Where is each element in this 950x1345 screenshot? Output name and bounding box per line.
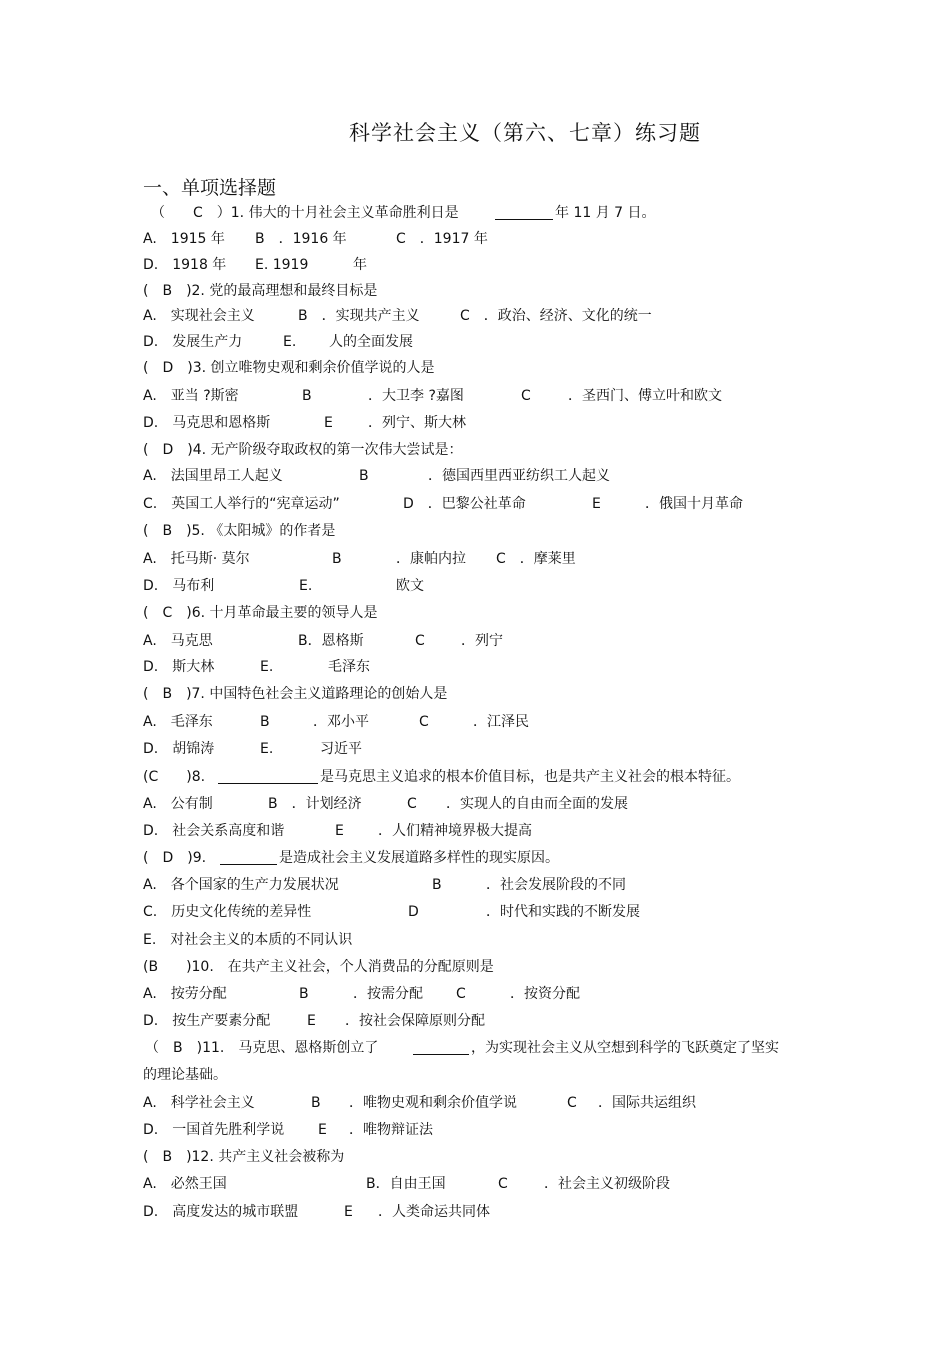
question-text: ．列宁、斯大林 xyxy=(368,415,466,431)
question-text: ( D )3. 创立唯物史观和剩余价值学说的人是 xyxy=(143,360,435,376)
question-text: D. 社会关系高度和谐 xyxy=(143,823,285,839)
question-text: 年 xyxy=(353,257,367,273)
question-text: (C )8. xyxy=(143,769,206,785)
question-text: C xyxy=(419,714,429,730)
question-text: E xyxy=(318,1122,327,1138)
question-text: ( D )4. 无产阶级夺取政权的第一次伟大尝试是： xyxy=(143,442,463,458)
question-text: A. 法国里昂工人起义 xyxy=(143,468,283,484)
question-text: ．国际共运组织 xyxy=(598,1095,696,1111)
question-text: ( B )12. 共产主义社会被称为 xyxy=(143,1149,345,1165)
question-text: C. 历史文化传统的差异性 xyxy=(143,904,312,920)
question-text: ．实现人的自由而全面的发展 xyxy=(446,796,628,812)
question-text: C ．摩莱里 xyxy=(496,551,576,567)
question-text: ．德国西里西亚纺织工人起义 xyxy=(428,468,610,484)
question-text: ．大卫李 ?嘉图 xyxy=(368,388,464,404)
question-text: A. 实现社会主义 xyxy=(143,308,255,324)
question-text: ．按需分配 xyxy=(353,986,423,1002)
question-text: B xyxy=(299,986,309,1002)
question-text: ( C )6. 十月革命最主要的领导人是 xyxy=(143,605,378,621)
question-text: 的理论基础。 xyxy=(143,1067,227,1083)
question-text: ．唯物辩证法 xyxy=(349,1122,433,1138)
question-text: B ．实现共产主义 xyxy=(298,308,420,324)
question-text: ．圣西门、傅立叶和欧文 xyxy=(568,388,722,404)
question-text: E xyxy=(307,1013,316,1029)
question-text: ，为实现社会主义从空想到科学的飞跃奠定了坚实 xyxy=(471,1040,779,1056)
question-text: A. 1915 年 xyxy=(143,231,225,247)
question-text: E. xyxy=(299,578,313,594)
question-text: D. 一国首先胜利学说 xyxy=(143,1122,285,1138)
question-text: ．社会发展阶段的不同 xyxy=(486,877,626,893)
question-text: C xyxy=(415,633,425,649)
question-text: 是造成社会主义发展道路多样性的现实原因。 xyxy=(279,850,559,866)
question-text: A. 公有制 xyxy=(143,796,213,812)
question-text: ．列宁 xyxy=(461,633,503,649)
question-text: C xyxy=(521,388,531,404)
question-text: 毛泽东 xyxy=(328,659,370,675)
question-text: B xyxy=(260,714,270,730)
question-text: E. xyxy=(283,334,297,350)
question-text: D ．巴黎公社革命 xyxy=(403,496,526,512)
question-text: B．自由王国 xyxy=(366,1176,446,1192)
question-text: A. 亚当 ?斯密 xyxy=(143,388,239,404)
question-text: E. 1919 xyxy=(255,257,309,273)
section-heading: 一、单项选择题 xyxy=(143,177,277,199)
question-text: ．邓小平 xyxy=(313,714,369,730)
question-text: A. 按劳分配 xyxy=(143,986,227,1002)
question-text: E xyxy=(344,1204,353,1220)
question-text: B xyxy=(302,388,312,404)
question-text: D. 发展生产力 xyxy=(143,334,243,350)
question-text: ．唯物史观和剩余价值学说 xyxy=(349,1095,517,1111)
question-text: C. 英国工人举行的“宪章运动” xyxy=(143,496,340,512)
question-text: ．人们精神境界极大提高 xyxy=(378,823,532,839)
question-text: 人的全面发展 xyxy=(329,334,413,350)
answer-blank xyxy=(495,204,553,220)
question-text: C xyxy=(407,796,417,812)
question-text: D. 马布利 xyxy=(143,578,215,594)
question-text: A. 各个国家的生产力发展状况 xyxy=(143,877,339,893)
question-text: ．俄国十月革命 xyxy=(645,496,743,512)
question-text: ．按资分配 xyxy=(510,986,580,1002)
question-text: D. 胡锦涛 xyxy=(143,741,215,757)
question-text: C xyxy=(498,1176,508,1192)
question-text: B xyxy=(432,877,442,893)
question-text: E xyxy=(324,415,333,431)
question-text: B ．1916 年 xyxy=(255,231,347,247)
question-text: 习近平 xyxy=(320,741,362,757)
question-text: A. 毛泽东 xyxy=(143,714,213,730)
question-text: E. 对社会主义的本质的不同认识 xyxy=(143,932,353,948)
question-text: ( B )5. 《太阳城》的作者是 xyxy=(143,523,336,539)
question-text: C ．1917 年 xyxy=(396,231,488,247)
question-text: ．社会主义初级阶段 xyxy=(544,1176,670,1192)
question-text: ( B )2. 党的最高理想和最终目标是 xyxy=(143,283,378,299)
question-text: D. 斯大林 xyxy=(143,659,215,675)
question-text: ( B )7. 中国特色社会主义道路理论的创始人是 xyxy=(143,686,448,702)
answer-blank xyxy=(218,768,318,784)
question-text: ．人类命运共同体 xyxy=(378,1204,490,1220)
question-text: D. 高度发达的城市联盟 xyxy=(143,1204,299,1220)
question-text: ．按社会保障原则分配 xyxy=(345,1013,485,1029)
answer-blank xyxy=(413,1039,469,1055)
question-text: E. xyxy=(260,741,274,757)
question-text: B xyxy=(359,468,369,484)
answer-blank xyxy=(220,849,277,865)
question-text: B．恩格斯 xyxy=(298,633,364,649)
question-text: （ B )11. 马克思、恩格斯创立了 xyxy=(145,1040,379,1056)
question-text: D. 按生产要素分配 xyxy=(143,1013,271,1029)
question-text: B xyxy=(311,1095,321,1111)
question-text: C xyxy=(456,986,466,1002)
question-text: B ．计划经济 xyxy=(268,796,362,812)
question-text: A. 马克思 xyxy=(143,633,213,649)
question-text: E xyxy=(335,823,344,839)
question-text: 是马克思主义追求的根本价值目标，也是共产主义社会的根本特征。 xyxy=(320,769,740,785)
question-text: ．时代和实践的不断发展 xyxy=(486,904,640,920)
question-text: 欧文 xyxy=(396,578,424,594)
question-text: D. 马克思和恩格斯 xyxy=(143,415,271,431)
page-title: 科学社会主义（第六、七章）练习题 xyxy=(349,121,701,145)
question-text: (B )10. 在共产主义社会，个人消费品的分配原则是 xyxy=(143,959,494,975)
question-text: C xyxy=(567,1095,577,1111)
question-text: B xyxy=(332,551,342,567)
question-text: （ C ）1. 伟大的十月社会主义革命胜利日是 xyxy=(151,205,459,221)
question-text: ．康帕内拉 xyxy=(396,551,466,567)
question-text: 年 11 月 7 日。 xyxy=(555,205,656,221)
question-text: E xyxy=(592,496,601,512)
question-text: A. 必然王国 xyxy=(143,1176,227,1192)
question-text: ．江泽民 xyxy=(473,714,529,730)
question-text: D xyxy=(408,904,419,920)
question-text: E. xyxy=(260,659,274,675)
question-text: D. 1918 年 xyxy=(143,257,227,273)
question-text: C ．政治、经济、文化的统一 xyxy=(460,308,652,324)
question-text: ( D )9. xyxy=(143,850,207,866)
question-text: A. 科学社会主义 xyxy=(143,1095,255,1111)
question-text: A. 托马斯· 莫尔 xyxy=(143,551,250,567)
